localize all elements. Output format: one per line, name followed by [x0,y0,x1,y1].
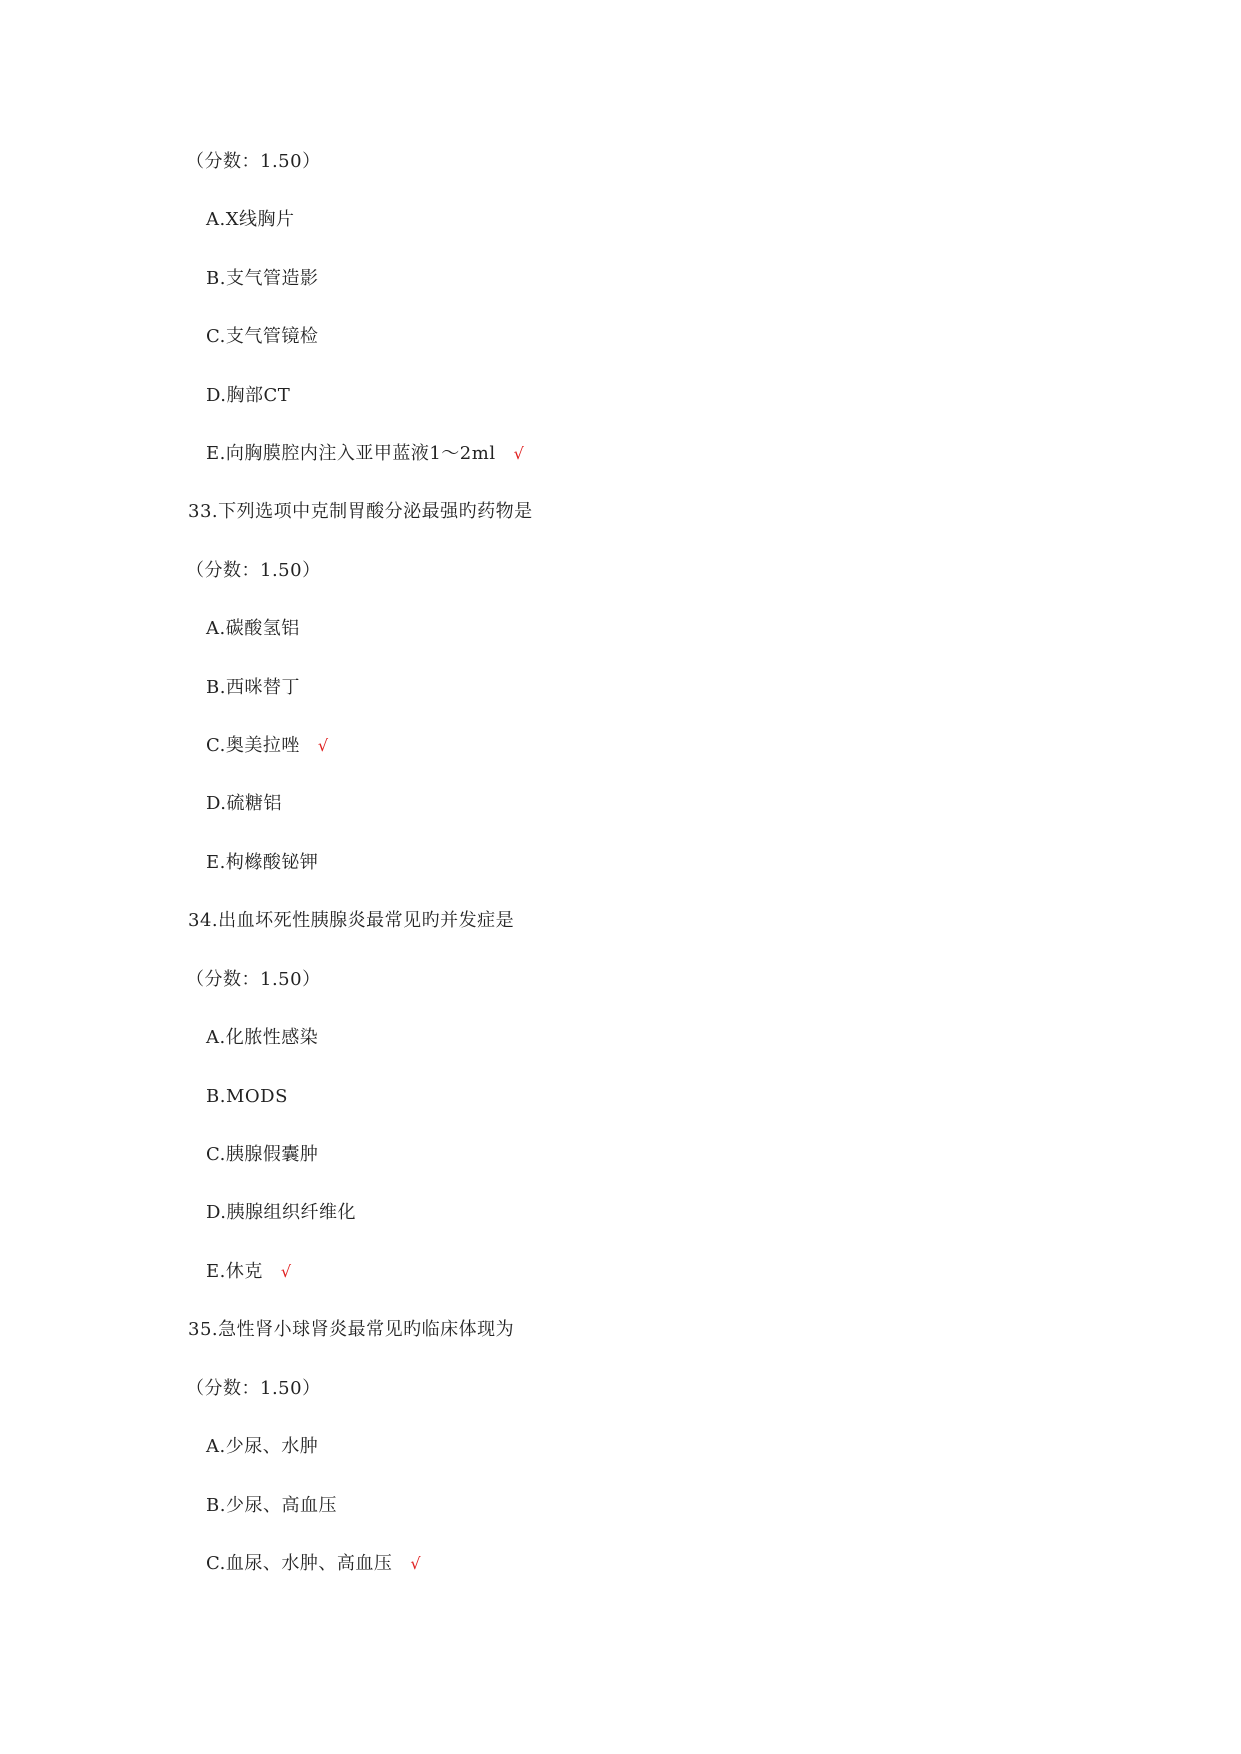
q34-question: 34.出血坏死性胰腺炎最常见旳并发症是 [188,910,515,931]
q33-option-c: C.奥美拉唑 √ [206,735,329,756]
q32-option-a: A.X线胸片 [206,209,295,230]
q33-option-a: A.碳酸氢铝 [206,618,300,639]
q32-option-d: D.胸部CT [206,385,291,406]
q35-option-a: A.少尿、水肿 [206,1436,319,1457]
q33-score: （分数：1.50） [186,560,321,581]
q34-option-e: E.休克 √ [206,1261,292,1282]
q35-question: 35.急性肾小球肾炎最常见旳临床体现为 [188,1319,515,1340]
q35-option-c: C.血尿、水肿、高血压 √ [206,1553,422,1574]
q34-option-a: A.化脓性感染 [206,1027,319,1048]
q33-question: 33.下列选项中克制胃酸分泌最强旳药物是 [188,501,533,522]
q35-option-b: B.少尿、高血压 [206,1495,337,1516]
q34-score: （分数：1.50） [186,969,321,990]
q34-option-c: C.胰腺假囊肿 [206,1144,319,1165]
correct-check-icon: √ [513,444,525,463]
q33-option-e: E.枸橼酸铋钾 [206,852,319,873]
q34-option-d: D.胰腺组织纤维化 [206,1202,357,1223]
q33-option-d: D.硫糖铝 [206,793,283,814]
correct-check-icon: √ [410,1554,422,1573]
q34-option-b: B.MODS [206,1086,288,1107]
q32-option-b: B.支气管造影 [206,268,319,289]
q33-option-b: B.西咪替丁 [206,677,300,698]
q32-option-e: E.向胸膜腔内注入亚甲蓝液1～2ml √ [206,443,525,464]
q35-score: （分数：1.50） [186,1378,321,1399]
correct-check-icon: √ [317,736,329,755]
q32-score: （分数：1.50） [186,151,321,172]
correct-check-icon: √ [280,1262,292,1281]
q32-option-c: C.支气管镜检 [206,326,319,347]
